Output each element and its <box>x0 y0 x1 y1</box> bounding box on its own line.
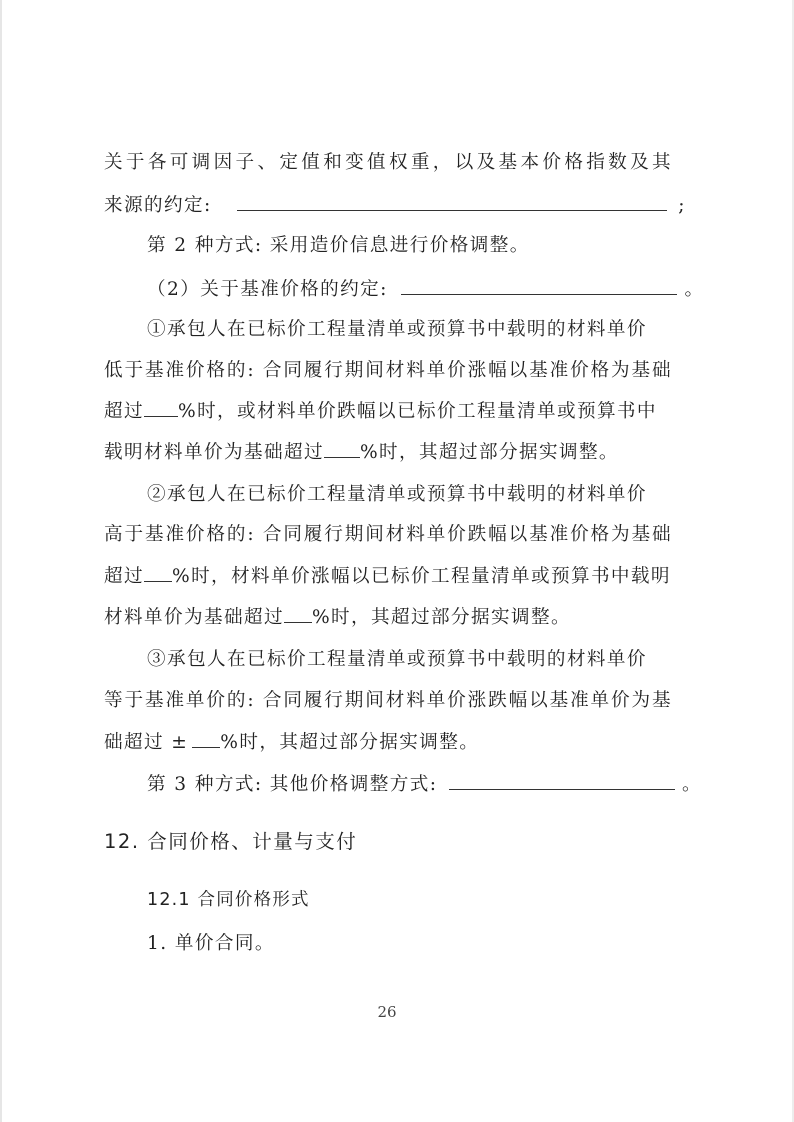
text-segment: %时，其超过部分据实调整。 <box>311 607 571 628</box>
paragraph-line: 低于基准价格的: 合同履行期间材料单价涨幅以基准价格为基础 <box>104 360 672 381</box>
paragraph-line <box>104 192 686 219</box>
fill-blank[interactable] <box>237 192 667 211</box>
section-heading-12-1: 12.1 合同价格形式 <box>147 890 310 910</box>
text-segment: 超过 <box>104 566 144 587</box>
page-number: 26 <box>377 1003 397 1021</box>
paragraph-line: ②承包人在已标价工程量清单或预算书中载明的材料单价 <box>147 484 647 505</box>
fill-blank[interactable] <box>449 771 675 790</box>
paragraph-line: 关于各可调因子、定值和变值权重，以及基本价格指数及其 <box>104 152 672 173</box>
text-segment: %时，或材料单价跌幅以已标价工程量清单或预算书中 <box>178 401 657 422</box>
fill-blank[interactable] <box>324 439 360 458</box>
text-segment: 载明材料单价为基础超过 <box>104 442 324 463</box>
list-item: 1. 单价合同。 <box>147 933 275 954</box>
fill-blank[interactable] <box>144 563 172 582</box>
punctuation: 。 <box>682 774 703 795</box>
fill-blank[interactable] <box>192 729 220 748</box>
text-segment: 超过 <box>104 401 144 422</box>
paragraph-line: 高于基准价格的: 合同履行期间材料单价跌幅以基准价格为基础 <box>104 524 672 545</box>
label-text: 第 3 种方式: 其他价格调整方式: <box>147 774 438 795</box>
paragraph-line: 第 2 种方式: 采用造价信息进行价格调整。 <box>147 235 530 256</box>
paragraph-line <box>147 276 704 303</box>
fill-blank[interactable] <box>144 398 178 417</box>
label-text: 来源的约定: <box>104 195 212 216</box>
paragraph-line: ③承包人在已标价工程量清单或预算书中载明的材料单价 <box>147 649 647 670</box>
text-segment: %时，其超过部分据实调整。 <box>220 732 480 753</box>
paragraph-line <box>104 398 657 425</box>
paragraph-line <box>104 439 619 466</box>
punctuation: 。 <box>684 279 705 300</box>
punctuation: ; <box>678 195 686 216</box>
fill-blank[interactable] <box>401 276 677 295</box>
paragraph-line <box>104 729 479 756</box>
paragraph-line <box>104 563 671 590</box>
paragraph-line: ①承包人在已标价工程量清单或预算书中载明的材料单价 <box>147 319 647 340</box>
text-segment: 础超过 ± <box>104 732 189 753</box>
paragraph-line <box>104 604 571 631</box>
text-segment: 材料单价为基础超过 <box>104 607 284 628</box>
paragraph-line: 等于基准单价的: 合同履行期间材料单价涨跌幅以基准单价为基 <box>104 690 672 711</box>
fill-blank[interactable] <box>284 604 312 623</box>
paragraph-line <box>147 771 702 798</box>
label-text: （2）关于基准价格的约定: <box>147 279 388 300</box>
section-heading-12: 12. 合同价格、计量与支付 <box>104 830 358 853</box>
text-segment: %时，其超过部分据实调整。 <box>359 442 619 463</box>
text-segment: %时，材料单价涨幅以已标价工程量清单或预算书中载明 <box>172 566 671 587</box>
